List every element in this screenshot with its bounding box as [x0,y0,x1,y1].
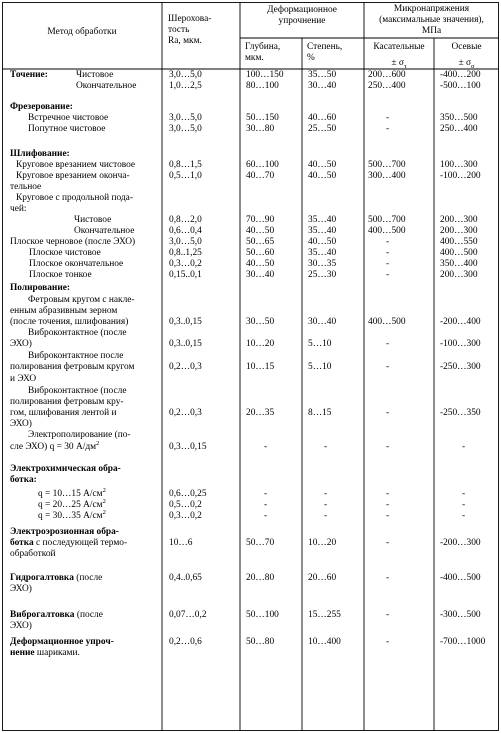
row-label: Шлифование: [10,149,70,159]
header-axial [434,42,499,69]
cell-axial: -100…300 [440,339,481,349]
cell-roughness: 3,0…5,0 [169,237,202,247]
cell-roughness: 0,8..1,25 [169,248,202,258]
header-tangential-subscript: τ [403,62,407,70]
cell-axial: 400…550 [440,237,478,247]
cell-axial: - [462,500,466,510]
cell-tangential: - [386,500,390,510]
cell-depth: 50…80 [246,637,275,647]
cell-tangential: - [386,113,390,123]
cell-roughness: 0,2…0,3 [169,362,202,372]
header-roughness-line2: тость [168,25,190,35]
cell-axial: - [462,489,466,499]
cell-depth: 50…100 [246,610,279,620]
cell-roughness: 0,2…0,6 [169,637,202,647]
row-label: Электроэрозионная обра- [10,527,119,537]
cell-roughness: 0,15..0,1 [169,270,202,280]
cell-degree: 10…20 [308,538,337,548]
row-label: Гидрогалтовка (после [10,573,103,583]
row-continuation: чей: [10,204,27,214]
row-sublabel: Круговое с продольной пода- [16,193,133,203]
cell-depth: - [264,500,268,510]
cell-depth: 30…80 [246,124,275,134]
row-label: ботка с последующей термо- [10,538,128,548]
cell-depth: 50…65 [246,237,275,247]
cell-depth: 40…50 [246,226,275,236]
cell-depth: 50…150 [246,113,279,123]
cell-degree: 10…400 [308,637,341,647]
cell-tangential: 250…400 [368,81,406,91]
cell-tangential: - [386,489,390,499]
row-label: ботка: [10,475,37,485]
cell-tangential: - [386,637,390,647]
cell-degree: 35…40 [308,226,337,236]
row-label: нение шариками. [10,648,80,658]
superscript: 2 [96,439,100,447]
cell-tangential: - [386,442,390,452]
row-continuation: енным абразивным зерном [10,306,118,316]
cell-depth: - [264,442,268,452]
cell-roughness: 3,0…5,0 [169,70,202,80]
cell-degree: 40…50 [308,160,337,170]
cell-roughness: 0,5…0,2 [169,500,202,510]
row-continuation: тельное [10,182,42,192]
cell-degree: 25…30 [308,270,337,280]
document-table [2,2,499,731]
cell-depth: - [264,511,268,521]
cell-roughness: 3,0…5,0 [169,124,202,134]
header-roughness-line1: Шерохова- [168,14,212,24]
cell-tangential: - [386,362,390,372]
cell-degree: 40…50 [308,171,337,181]
header-axial-symbol: ± σ [458,58,472,68]
cell-axial: -300…500 [440,610,481,620]
row-sublabel: Плоское тонкое [29,270,92,280]
cell-tangential: - [386,259,390,269]
cell-tangential: - [386,573,390,583]
row-label-tail: шариками. [34,648,80,658]
row-continuation: сле ЭХО) q = 30 $А/дм^2$ [10,439,100,452]
header-depth-line2: мкм. [245,53,264,63]
cell-axial: -200…400 [440,317,481,327]
row-sublabel: Попутное чистовое [28,124,106,134]
cell-axial: -250…350 [440,408,481,418]
cell-degree: 40…50 [308,237,337,247]
row-sublabel: Фетровым кругом с накле- [28,295,135,305]
cell-axial: 350…500 [440,113,478,123]
cell-axial: 350…400 [440,259,478,269]
cell-degree: - [324,500,328,510]
row-sublabel: Виброконтактное после [28,351,124,361]
row-continuation: полирования фетровым кру- [10,397,124,407]
cell-roughness: 0,07…0,2 [169,610,207,620]
cell-degree: 40…60 [308,113,337,123]
cell-depth: 50…60 [246,248,275,258]
superscript: 2 [102,486,106,494]
cell-depth: 20…35 [246,408,275,418]
row-sublabel: Круговое врезанием оконча- [16,171,130,181]
row-sublabel: Чистовое [74,215,112,225]
row-label: Полирование: [10,283,71,293]
row-label: Точение: [10,70,48,80]
cell-tangential: - [386,270,390,280]
cell-roughness: 0,2…0,3 [169,408,202,418]
header-microstress [364,4,499,37]
cell-axial: - [462,442,466,452]
cell-depth: 50…70 [246,538,275,548]
header-roughness-line3: Ra, мкм. [168,36,202,46]
cell-roughness: 0,6…0,25 [169,489,207,499]
row-label: Электрохимическая обра- [10,464,121,474]
row-sublabel: Окончательное [74,226,135,236]
cell-depth: 80…100 [246,81,279,91]
cell-degree: 35…40 [308,248,337,258]
cell-degree: 30…40 [308,81,337,91]
row-sublabel: Виброконтактное (после [28,386,127,396]
row-continuation: (после точения, шлифования) [10,317,129,327]
header-deformation-line2: упрочнение [278,16,326,26]
cell-roughness: 0,3…0,2 [169,259,202,269]
cell-degree: 15…255 [308,610,341,620]
row-sublabel: Круговое врезанием чистовое [16,160,136,170]
header-microstress-line2: (максимальные значения), [379,15,484,25]
row-sublabel: Электрополирование (по- [28,430,131,440]
row-label: Виброгалтовка (после [10,610,103,620]
cell-roughness: 0,3…0,2 [169,511,202,521]
superscript: 2 [102,497,106,505]
cell-tangential: 400…500 [368,317,406,327]
cell-axial: -100…200 [440,171,481,181]
cell-depth: 40…70 [246,171,275,181]
row-label-tail: (после [74,610,103,620]
header-deformation [240,5,364,27]
cell-tangential: 500…700 [368,160,406,170]
header-axial-line1: Осевые [451,42,482,52]
cell-tangential: - [386,248,390,258]
header-method: Метод обработки [47,27,117,37]
header-degree-line2: % [307,53,315,63]
cell-roughness: 0,4..0,65 [169,573,202,583]
cell-axial: 200…300 [440,226,478,236]
row-continuation: ЭХО) [10,584,32,594]
cell-degree: - [324,511,328,521]
row-sublabel: Окончательное [76,81,137,91]
cell-roughness: 1,0…2,5 [169,81,202,91]
row-continuation: полирования фетровым кругом [10,362,135,372]
row-sublabel: Плоское черновое (после ЭХО) [10,237,136,247]
cell-tangential: - [386,124,390,134]
header-tangential-line1: Касательные [373,42,425,52]
cell-roughness: 0,3…0,15 [169,442,207,452]
cell-degree: 5…10 [308,362,332,372]
cell-tangential: - [386,339,390,349]
row-label-tail: (после [73,573,103,583]
cell-axial: -250…300 [440,362,481,372]
row-sublabel: q = 20…25 $А/см^2$ [38,497,106,510]
row-continuation: и ЭХО [10,374,37,384]
cell-tangential: 500…700 [368,215,406,225]
row-sublabel: Виброконтактное (после [28,328,127,338]
cell-degree: 8…15 [308,408,332,418]
cell-depth: 10…20 [246,339,275,349]
cell-axial: 100…300 [440,160,478,170]
row-sublabel: q = 30…35 $А/см^2$ [38,508,106,521]
cell-axial: -500…100 [440,81,481,91]
cell-depth: - [264,489,268,499]
row-sublabel: Плоское окончательное [29,259,124,269]
cell-degree: 30…40 [308,317,337,327]
row-sublabel: Чистовое [76,70,114,80]
row-label-tail: с последующей термо- [33,538,128,548]
header-deformation-line1: Деформационное [267,5,337,15]
cell-axial: 200…300 [440,215,478,225]
row-continuation: ЭХО) [10,621,32,631]
cell-axial: -400…500 [440,573,481,583]
cell-roughness: 3,0…5,0 [169,113,202,123]
row-sublabel: Плоское чистовое [29,248,101,258]
cell-depth: 20…80 [246,573,275,583]
cell-depth: 30…50 [246,317,275,327]
row-label: Фрезерование: [10,102,73,112]
cell-axial: 400…500 [440,248,478,258]
cell-roughness: 0,3..0,15 [169,317,202,327]
header-depth [245,42,280,64]
cell-depth: 70…90 [246,215,275,225]
cell-axial: - [462,511,466,521]
cell-degree: 5…10 [308,339,332,349]
cell-tangential: 300…400 [368,171,406,181]
cell-roughness: 10…6 [169,538,193,548]
cell-tangential: - [386,610,390,620]
header-axial-subscript: σ [471,62,475,70]
cell-axial: -400…200 [440,70,481,80]
cell-tangential: - [386,408,390,418]
cell-roughness: 0,3..0,15 [169,339,202,349]
cell-axial: 200…300 [440,270,478,280]
row-sublabel: Встречное чистовое [28,113,109,123]
cell-degree: 35…40 [308,215,337,225]
header-degree-line1: Степень, [307,42,343,52]
row-continuation: ЭХО) [10,339,32,349]
cell-roughness: 0,6…0,4 [169,226,202,236]
cell-degree: - [324,489,328,499]
cell-depth: 10…15 [246,362,275,372]
cell-tangential: 400…500 [368,226,406,236]
header-microstress-line1: Микронапряжения [393,4,470,14]
header-tangential-symbol: ± σ [391,58,404,68]
cell-tangential: - [386,237,390,247]
cell-axial: 250…400 [440,124,478,134]
row-label: Деформационное упроч- [10,637,114,647]
cell-axial: -700…1000 [440,637,486,647]
header-depth-line1: Глубина, [245,42,281,52]
header-tangential [364,42,434,69]
cell-degree: 35…50 [308,70,337,80]
cell-roughness: 0,5…1,0 [169,171,202,181]
cell-roughness: 0,8…1,5 [169,160,202,170]
cell-tangential: 200…600 [368,70,406,80]
cell-depth: 100…150 [246,70,284,80]
cell-roughness: 0,8…2,0 [169,215,202,225]
cell-degree: 20…60 [308,573,337,583]
cell-degree: 30…35 [308,259,337,269]
row-continuation: гом, шлифования лентой и [10,408,117,418]
row-continuation: обработкой [10,549,56,559]
header-degree [307,42,342,64]
row-sublabel: q = 10…15 $А/см^2$ [38,486,106,499]
row-continuation: ЭХО) [10,419,32,429]
cell-tangential: - [386,538,390,548]
cell-depth: 40…50 [246,259,275,269]
header-roughness [168,14,211,47]
cell-tangential: - [386,511,390,521]
header-microstress-line3: МПа [421,26,442,36]
cell-depth: 60…100 [246,160,279,170]
cell-degree: 25…50 [308,124,337,134]
cell-degree: - [324,442,328,452]
cell-axial: -200…300 [440,538,481,548]
cell-depth: 30…40 [246,270,275,280]
superscript: 2 [102,508,106,516]
